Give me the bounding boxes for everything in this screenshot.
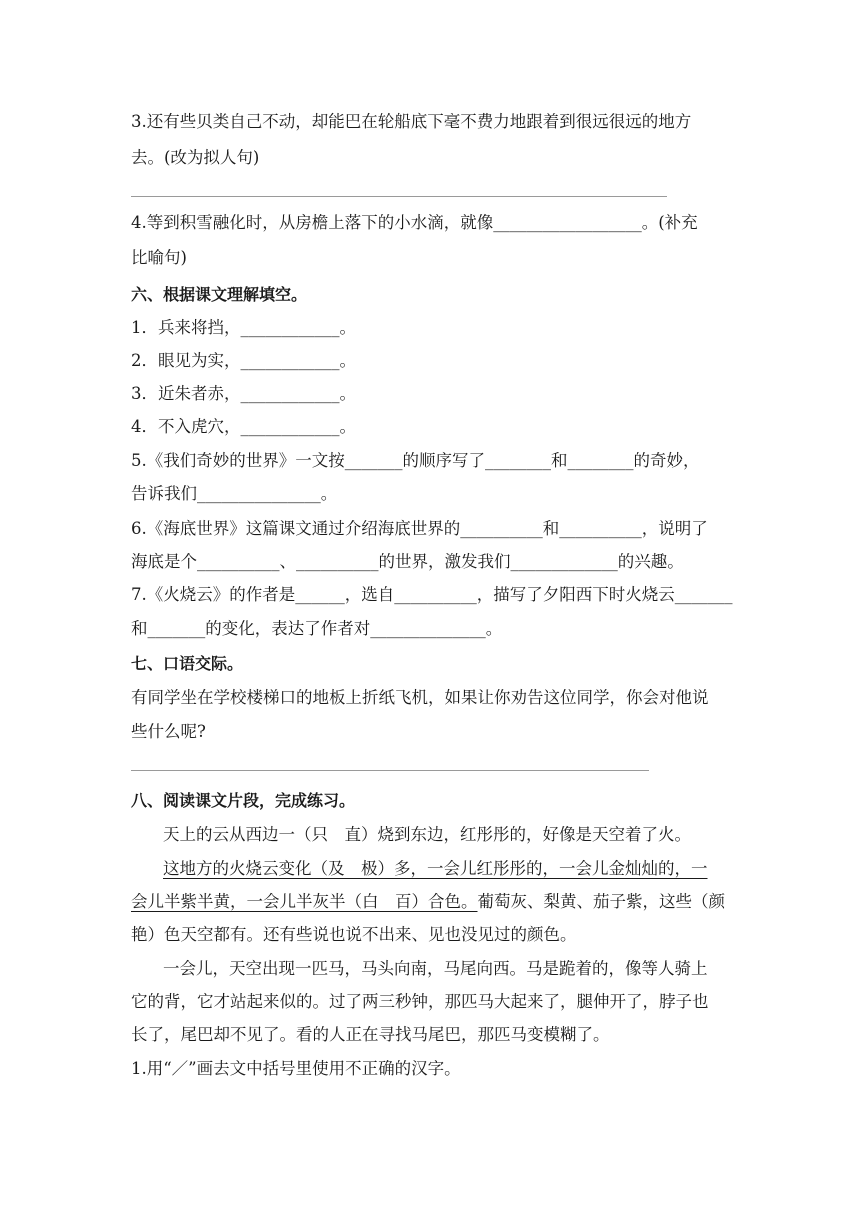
fill-item-4: 4．不入虎穴，____________。 — [131, 417, 356, 436]
oral-prompt-part1: 有同学坐在学校楼梯口的地板上折纸飞机，如果让你劝告这位同学，你会对他说 — [131, 688, 709, 707]
oral-prompt-part2: 些什么呢? — [131, 722, 206, 741]
fill-item-2: 2．眼见为实，____________。 — [131, 351, 356, 370]
exercise-item-1: 1.用“／”画去文中括号里使用不正确的汉字。 — [131, 1059, 461, 1078]
passage-para2-line3: 艳）色天空都有。还有些说也说不出来、见也没见过的颜色。 — [131, 925, 577, 944]
passage-sentence: 葡萄灰、梨黄、茄子紫，这些（颜 — [477, 892, 725, 911]
fill-item-5-part2: 告诉我们_______________。 — [131, 484, 338, 503]
answer-rule-oral — [131, 770, 649, 771]
fill-item-3: 3．近朱者赤，____________。 — [131, 384, 356, 403]
line-q3-part1: 3.还有些贝类自己不动，却能巴在轮船底下毫不费力地跟着到很远很远的地方 — [131, 112, 692, 131]
line-q4-part1: 4.等到积雪融化时，从房檐上落下的小水滴，就像__________________。(补充 — [131, 213, 698, 232]
fill-item-6-part1: 6.《海底世界》这篇课文通过介绍海底世界的__________和__________，说明了 — [131, 519, 708, 538]
fill-item-6-part2: 海底是个__________、__________的世界，激发我们_____________的兴趣。 — [131, 552, 684, 571]
passage-para3-line1: 一会儿，天空出现一匹马，马头向南，马尾向西。马是跪着的，像等人骑上 — [163, 959, 708, 978]
passage-para3-line3: 长了，尾巴却不见了。看的人正在寻找马尾巴，那匹马变模糊了。 — [131, 1025, 610, 1044]
section-6-heading: 六、根据课文理解填空。 — [131, 285, 308, 304]
passage-para3-line2: 它的背，它才站起来似的。过了两三秒钟，那匹马大起来了，腿伸开了，脖子也 — [131, 992, 709, 1011]
passage-para2-line1: 这地方的火烧云变化（及 极）多，一会儿红彤彤的，一会儿金灿灿的，一 — [163, 859, 708, 878]
fill-item-1: 1．兵来将挡，____________。 — [131, 318, 356, 337]
line-q3-part2: 去。(改为拟人句) — [131, 148, 260, 167]
fill-item-7-part1: 7.《火烧云》的作者是______，选自__________，描写了夕阳西下时火烧云_______ — [131, 585, 733, 604]
section-7-heading: 七、口语交际。 — [131, 654, 244, 673]
fill-item-5-part1: 5.《我们奇妙的世界》一文按_______的顺序写了________和________的奇妙， — [131, 451, 700, 470]
line-q4-part2: 比喻句) — [131, 248, 187, 267]
fill-item-7-part2: 和_______的变化，表达了作者对______________。 — [131, 619, 503, 638]
answer-rule-q3 — [131, 196, 667, 197]
section-8-heading: 八、阅读课文片段，完成练习。 — [131, 791, 356, 810]
passage-para1: 天上的云从西边一（只 直）烧到东边，红彤彤的，好像是天空着了火。 — [163, 825, 691, 844]
passage-para2-line2 — [131, 890, 725, 914]
underlined-sentence: 会儿半紫半黄，一会儿半灰半（白 百）合色。 — [131, 892, 478, 911]
